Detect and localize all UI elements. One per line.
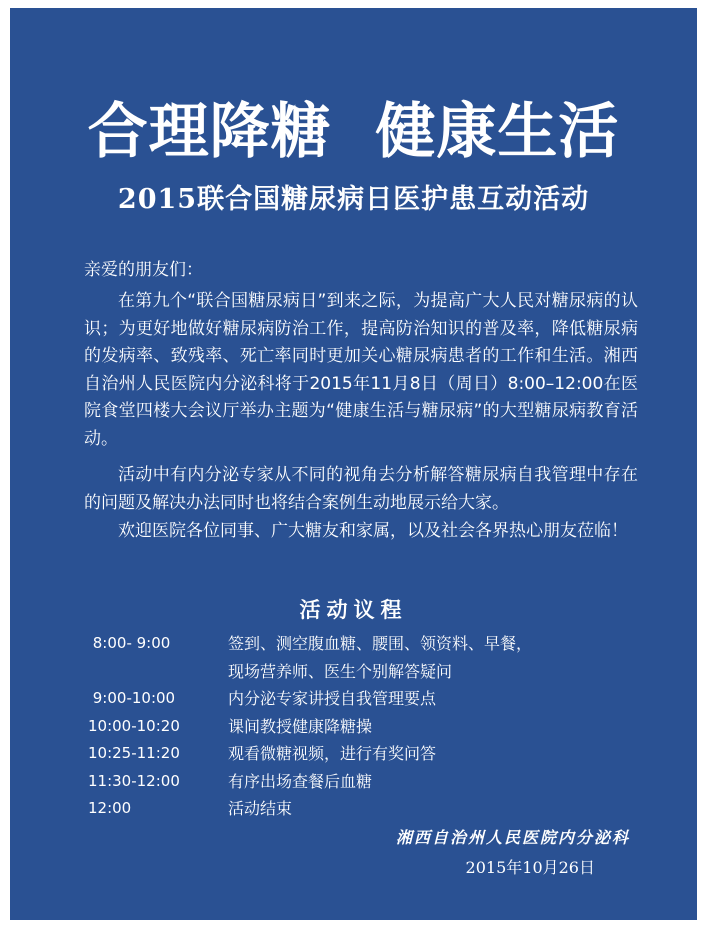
- organizer-signature: 湘西自治州人民医院内分泌科: [395, 828, 630, 847]
- issue-date: 2015年10月26日: [465, 858, 595, 877]
- agenda-description: 课间教授健康降糖操: [228, 716, 373, 736]
- agenda-time: 12:00: [88, 799, 132, 817]
- poster-subtitle: 2015联合国糖尿病日医护患互动活动: [117, 184, 590, 215]
- agenda-item: [88, 768, 648, 796]
- agenda-time: 10:00-10:20: [88, 716, 180, 735]
- agenda-list: [88, 630, 648, 823]
- poster-title: 合理降糖 健康生活: [87, 97, 620, 167]
- agenda-description: 内分泌专家讲授自我管理要点: [228, 689, 437, 708]
- poster-panel: [10, 8, 697, 920]
- activity-paragraph: 活动中有内分泌专家从不同的视角去分析解答糖尿病自我管理中存在的问题及解决办法同时也将结合案例生动地展示给大家。: [84, 465, 638, 513]
- agenda-title: 活动议程: [299, 597, 408, 622]
- intro-paragraph: 在第九个“联合国糖尿病日”到来之际，为提高广大人民对糖尿病的认识；为更好地做好糖尿病防治工作，提高防治知识的普及率，降低糖尿病的发病率、致残率、死亡率同时更加关心糖尿病患者的工作和生活。湘西自治州人民医院内分泌科将于2015年11月8日（周日）8:00–12:00在医院食堂四楼大会议厅举办主题为“健康生活与糖尿病”的大型糖尿病教育活动。: [84, 291, 638, 449]
- agenda-time: 10:25-11:20: [88, 744, 180, 762]
- agenda-item: [88, 740, 648, 768]
- agenda-item: [88, 630, 648, 685]
- agenda-description: 观看微糖视频，进行有奖问答: [228, 744, 437, 763]
- agenda-line: 签到、测空腹血糖、腰围、领资料、早餐，: [228, 634, 533, 653]
- agenda-description: 活动结束: [228, 799, 293, 818]
- welcome-paragraph: 欢迎医院各位同事、广大糖友和家属，以及社会各界热心朋友莅临！: [118, 521, 628, 541]
- agenda-description: 有序出场查餐后血糖: [228, 771, 373, 791]
- salutation: 亲爱的朋友们：: [84, 260, 203, 280]
- agenda-description: [228, 630, 648, 685]
- agenda-time: 8:00- 9:00: [88, 634, 171, 652]
- agenda-item: [88, 685, 648, 713]
- agenda-time: 9:00-10:00: [88, 689, 176, 707]
- agenda-line: 现场营养师、医生个别解答疑问: [228, 661, 453, 681]
- agenda-item: [88, 713, 648, 741]
- agenda-time: 11:30-12:00: [88, 771, 180, 790]
- agenda-item: [88, 795, 648, 823]
